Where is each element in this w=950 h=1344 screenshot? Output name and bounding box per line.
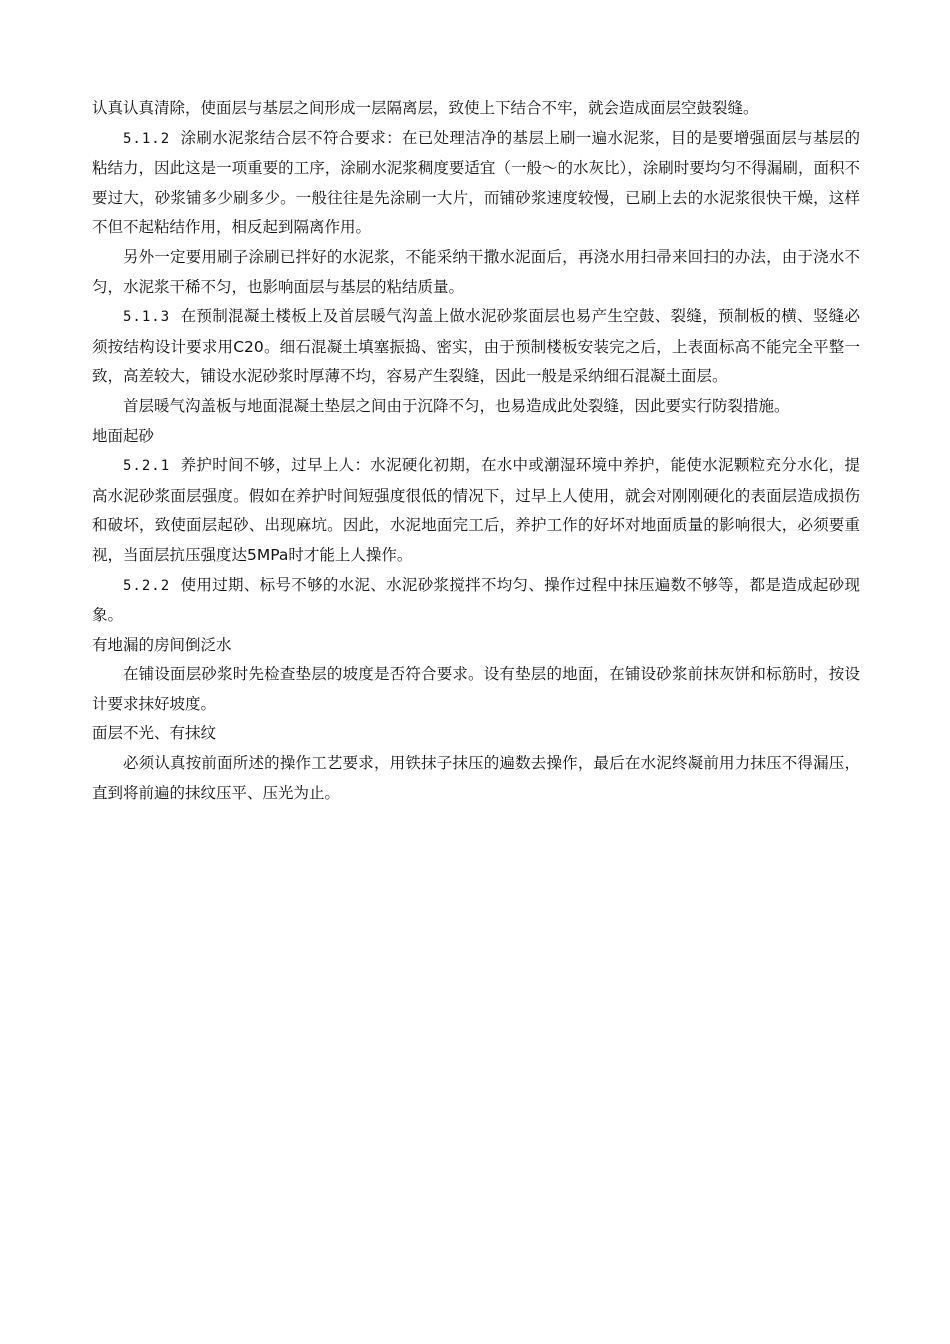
section-number: 5.1.2: [123, 130, 171, 147]
section-number: 5.1.3: [123, 309, 171, 326]
heading-text: 地面起砂: [92, 426, 155, 445]
paragraph-text: 必须认真按前面所述的操作工艺要求，用铁抹子抹压的遍数去操作，最后在水泥终凝前用力抹压不得漏压，直到将前遍的抹纹压平、压光为止。: [92, 754, 860, 802]
paragraph-text: 在预制混凝土楼板上及首层暖气沟盖上做水泥砂浆面层也易产生空鼓、裂缝，预制板的横、竖缝必须按结构设计要求用C20。细石混凝土填塞振捣、密实，由于预制楼板安装完之后，上表面标高不能完全平整一致，高差较大，铺设水泥砂浆时厚薄不均，容易产生裂缝，因此一般是采纳细石混凝土面层。: [92, 307, 860, 386]
paragraph-body: [92, 749, 860, 808]
paragraph-text: 养护时间不够，过早上人：水泥硬化初期，在水中或潮湿环境中养护，能使水泥颗粒充分水化，提高水泥砂浆面层强度。假如在养护时间短强度很低的情况下，过早上人使用，就会对刚刚硬化的表面层造成损伤和破坏，致使面层起砂、出现麻坑。因此，水泥地面完工后，养护工作的好坏对地面质量的影响很大，必须要重视，当面层抗压强度达5MPa时才能上人操作。: [92, 456, 860, 564]
paragraph-5-1-3: [92, 302, 860, 392]
paragraph-text: 使用过期、标号不够的水泥、水泥砂浆搅拌不均匀、操作过程中抹压遍数不够等，都是造成起砂现象。: [92, 575, 860, 625]
paragraph-body: [92, 660, 860, 719]
paragraph-text: 涂刷水泥浆结合层不符合要求：在已处理洁净的基层上刷一遍水泥浆，目的是要增强面层与基层的粘结力，因此这是一项重要的工序，涂刷水泥浆稠度要适宜（一般～的水灰比），涂刷时要均匀不得漏刷，面积不要过大，砂浆铺多少刷多少。一般往往是先涂刷一大片，而铺砂浆速度较慢，已刷上去的水泥浆很快干燥，这样不但不起粘结作用，相反起到隔离作用。: [92, 128, 860, 237]
section-heading-surface-finish: [92, 719, 860, 749]
document-body: [92, 94, 860, 808]
paragraph-text: 首层暖气沟盖板与地面混凝土垫层之间由于沉降不匀，也易造成此处裂缝，因此要实行防裂措施。: [123, 396, 790, 415]
paragraph-text: 认真认真清除，使面层与基层之间形成一层隔离层，致使上下结合不牢，就会造成面层空鼓裂缝。: [92, 99, 759, 117]
section-heading-floor-drain: [92, 631, 860, 661]
paragraph-body: [92, 392, 860, 422]
paragraph-5-1-2: [92, 124, 860, 243]
paragraph-5-2-1: [92, 451, 860, 570]
section-heading-floor-sanding: [92, 422, 860, 452]
heading-text: 有地漏的房间倒泛水: [92, 635, 232, 654]
paragraph-body: [92, 243, 860, 302]
paragraph-text: 在铺设面层砂浆时先检查垫层的坡度是否符合要求。设有垫层的地面，在铺设砂浆前抹灰饼和标筋时，按设计要求抹好坡度。: [92, 665, 860, 713]
section-number: 5.2.1: [123, 458, 171, 475]
paragraph-5-2-2: [92, 571, 860, 631]
paragraph-text: 另外一定要用刷子涂刷已拌好的水泥浆，不能采纳干撒水泥面后，再浇水用扫帚来回扫的办法，由于浇水不匀，水泥浆干稀不匀，也影响面层与基层的粘结质量。: [92, 247, 860, 296]
paragraph-continuation: [92, 94, 860, 124]
section-number: 5.2.2: [123, 577, 171, 594]
heading-text: 面层不光、有抹纹: [92, 724, 217, 743]
